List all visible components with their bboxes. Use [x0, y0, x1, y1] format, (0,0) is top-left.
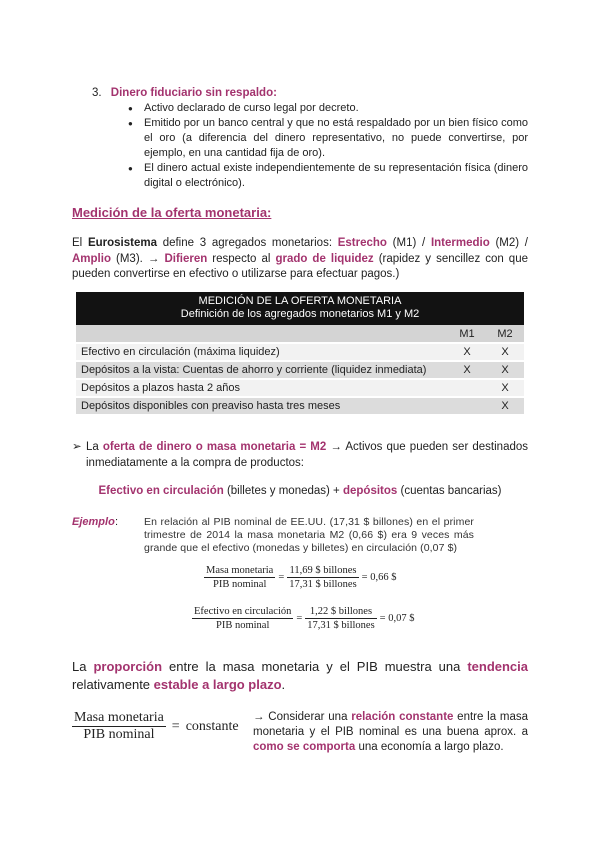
constant-ratio-formula [72, 710, 239, 743]
equals-sign: = [296, 613, 303, 624]
column-header-m1: M1 [448, 325, 486, 343]
term-amplio: Amplio [72, 252, 111, 265]
fraction-denominator: PIB nominal [215, 620, 270, 631]
fraction-numerator: 1,22 $ billones [305, 605, 376, 619]
arrow-bullet-icon: ➢ [72, 441, 82, 453]
example-text: En relación al PIB nominal de EE.UU. (17,31 $ billones) en el primer trimestre de 2014 la masa monetaria M2 (0,66 $) era 9 veces más grande que el efectivo (monedas y billetes) en circulación (0,07 $) [144, 516, 474, 554]
fraction-numerator: 11,69 $ billones [287, 564, 358, 578]
fraction-denominator: 17,31 $ billones [289, 579, 357, 590]
text-run: La [72, 659, 94, 674]
text-run: (M3). → [110, 252, 165, 265]
cell-m2: X [486, 343, 524, 361]
term-relacion-constante: relación constante [351, 711, 454, 723]
term-efectivo: Efectivo en circulación [98, 485, 224, 497]
fraction-numerator: Masa monetaria [74, 710, 164, 725]
term-eurosistema: Eurosistema [87, 237, 157, 249]
text-run: El [72, 237, 88, 249]
cell-m2: X [486, 379, 524, 397]
example-colon: : [115, 516, 119, 528]
text-run: (cuentas bancarias) [397, 485, 502, 497]
table-header [76, 292, 524, 325]
cell-m1 [448, 379, 486, 397]
term-intermedio: Intermedio [430, 237, 490, 249]
formula-rhs: constante [185, 718, 239, 734]
equals-sign: = [171, 718, 180, 734]
table-subtitle: Definición de los agregados monetarios M1 y M2 [180, 308, 420, 320]
text-run: define 3 agregados monetarios: [156, 237, 338, 249]
fraction-numerator: Efectivo en circulación [194, 606, 292, 617]
list-item-3 [92, 87, 277, 99]
text-run: entre la masa monetaria y el PIB nominal es una buena aprox. a [253, 711, 528, 738]
term-difieren: Difieren [164, 252, 208, 265]
intro-paragraph [72, 236, 528, 283]
example-label: Ejemplo [72, 516, 115, 528]
text-run: (billetes y monedas) + [223, 485, 343, 497]
row-label: Depósitos a plazos hasta 2 años [76, 379, 448, 397]
table-row [76, 361, 524, 379]
row-label: Depósitos disponibles con preaviso hasta tres meses [76, 397, 448, 415]
term-proporcion: proporción [93, 659, 163, 674]
formula-cash-ratio [192, 605, 417, 632]
text-run: . [281, 677, 286, 692]
text-run: (M2) / [489, 237, 528, 249]
section-title: Medición de la oferta monetaria: [72, 205, 272, 220]
table-row [76, 397, 524, 415]
cell-m1: X [448, 361, 486, 379]
fraction-numerator: Masa monetaria [206, 565, 274, 576]
text-run: (M1) / [386, 237, 431, 249]
text-run: (rapidez y sencillez con que pueden convertirse en efectivo o utilizarse para efectuar pagos.) [72, 252, 528, 280]
term-estable: estable a largo plazo [153, 677, 282, 692]
table-corner [76, 325, 448, 343]
formula-m2-ratio [204, 564, 399, 591]
fraction-denominator: PIB nominal [212, 579, 267, 590]
term-estrecho: Estrecho [337, 237, 387, 249]
term-grado-liquidez: grado de liquidez [275, 252, 374, 265]
text-run: respecto al [207, 252, 276, 265]
text-run: La [86, 441, 103, 453]
text-run: relativamente [72, 677, 154, 692]
cell-m1 [448, 397, 486, 415]
monetary-aggregates-table [76, 292, 524, 416]
bullet-item: ● Activo declarado de curso legal por decreto. [128, 101, 528, 116]
formula-result: = 0,07 $ [379, 613, 415, 624]
formula-result: = 0,66 $ [361, 572, 397, 583]
table-title: MEDICIÓN DE LA OFERTA MONETARIA [198, 295, 402, 307]
bullet-item: ● El dinero actual existe independientemente de su representación física (dinero digital o electrónico). [128, 161, 528, 191]
row-label: Depósitos a la vista: Cuentas de ahorro y corriente (liquidez inmediata) [76, 361, 448, 379]
row-label: Efectivo en circulación (máxima liquidez) [76, 343, 448, 361]
fraction-denominator: 17,31 $ billones [307, 620, 375, 631]
cell-m1: X [448, 343, 486, 361]
money-supply-definition [72, 440, 528, 471]
text-run: → Considerar una [253, 711, 352, 723]
text-run: → Activos que pueden ser destinados inmediatamente a la compra de productos: [86, 441, 529, 469]
text-run: entre la masa monetaria y el PIB muestra una [162, 659, 468, 674]
list-number: 3. [92, 87, 102, 99]
term-como-se-comporta: como se comporta [253, 741, 356, 753]
constant-ratio-note [253, 710, 528, 755]
table-row [76, 343, 524, 361]
table-row [76, 379, 524, 397]
equals-sign: = [278, 572, 285, 583]
list-item-title: Dinero fiduciario sin respaldo: [110, 87, 277, 99]
term-depositos: depósitos [342, 485, 398, 497]
cell-m2: X [486, 397, 524, 415]
text-run: una economía a largo plazo. [355, 741, 504, 753]
bullet-item: ● Emitido por un banco central y que no está respaldado por un bien físico como el oro (a diferencia del dinero representativo, no puede convertirse, por ejemplo, en una cantidad fija de oro). [128, 116, 528, 161]
column-header-m2: M2 [486, 325, 524, 343]
fraction-denominator: PIB nominal [83, 727, 155, 742]
term-oferta-dinero: oferta de dinero o masa monetaria = M2 [102, 441, 327, 453]
cell-m2: X [486, 361, 524, 379]
term-tendencia: tendencia [467, 659, 528, 674]
bullet-list [128, 101, 528, 191]
trend-paragraph [72, 658, 528, 694]
m2-composition [0, 485, 600, 497]
